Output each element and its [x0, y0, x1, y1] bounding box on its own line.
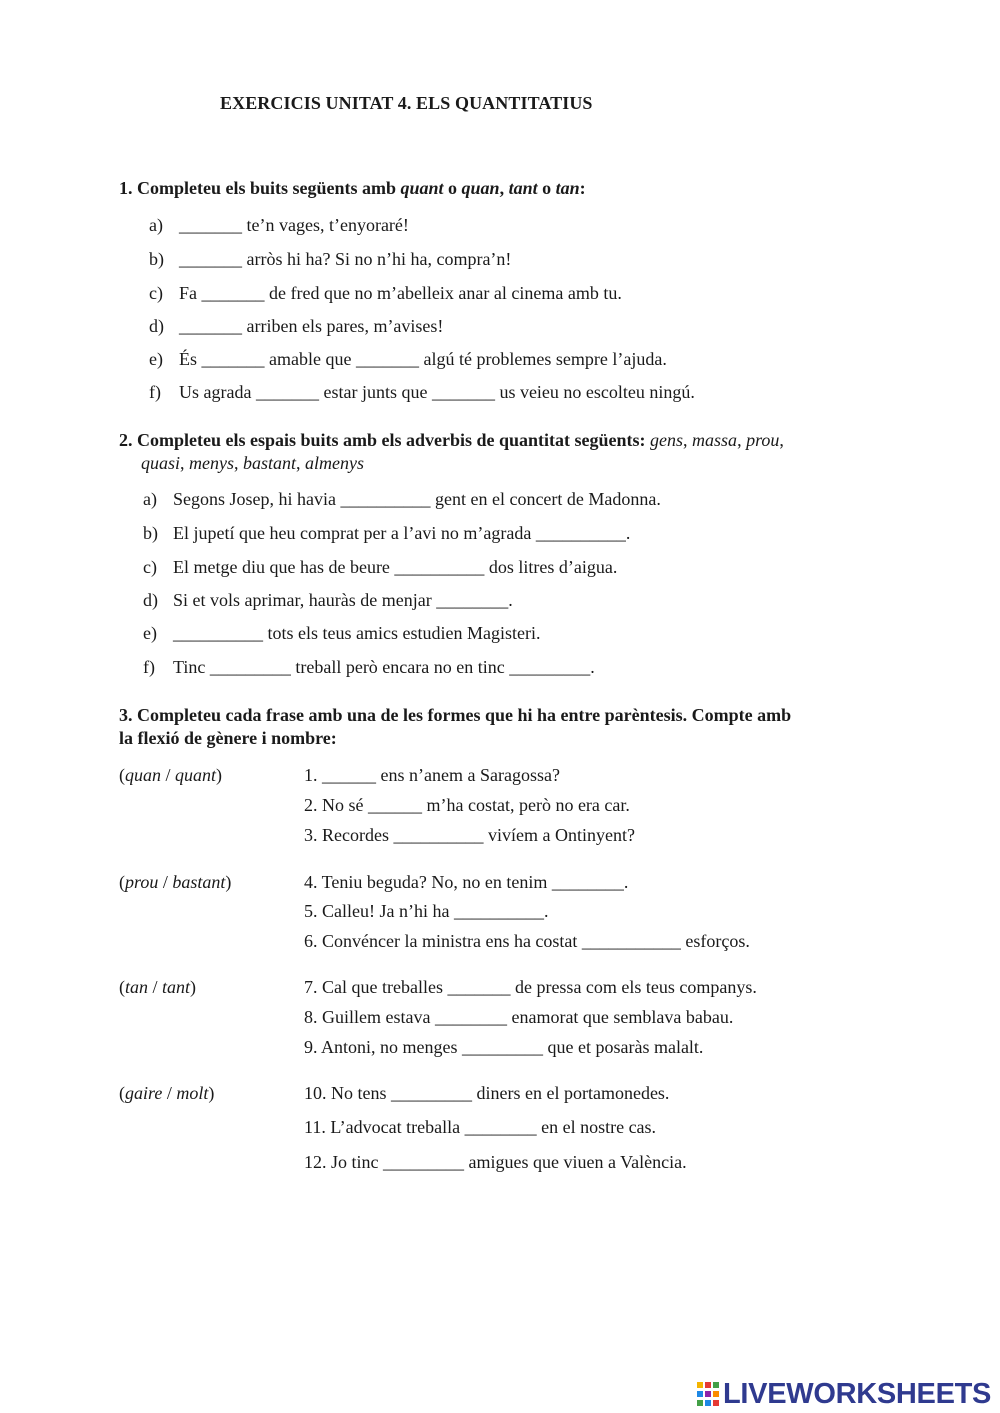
- liveworksheets-logo[interactable]: [697, 1378, 997, 1412]
- list-item[interactable]: 2. No sé ______ m’ha costat, però no era car.: [304, 795, 630, 815]
- page-title: EXERCICIS UNITAT 4. ELS QUANTITATIUS: [220, 93, 593, 113]
- exercise-3-heading: 3. Completeu cada frase amb una de les formes que hi ha entre parèntesis. Compte amb: [119, 705, 792, 725]
- list-item[interactable]: 8. Guillem estava ________ enamorat que semblava babau.: [304, 1007, 734, 1027]
- exercise-1-heading: 1. Completeu els buits següents amb quant o quan, tant o tan:: [119, 178, 586, 198]
- list-item[interactable]: 3. Recordes __________ vivíem a Ontinyent?: [304, 825, 635, 845]
- exercise-2-heading-words: quasi, menys, bastant, almenys: [141, 453, 364, 473]
- word-pair-label: (gaire / molt): [119, 1083, 215, 1103]
- list-item[interactable]: 9. Antoni, no menges _________ que et posaràs malalt.: [304, 1037, 704, 1057]
- logo-text: LIVEWORKSHEETS: [723, 1378, 992, 1410]
- exercise-3-heading-line2: la flexió de gènere i nombre:: [119, 728, 337, 748]
- list-item[interactable]: 7. Cal que treballes _______ de pressa com els teus companys.: [304, 977, 757, 997]
- list-item[interactable]: 1. ______ ens n’anem a Saragossa?: [304, 765, 560, 785]
- worksheet-page: EXERCICIS UNITAT 4. ELS QUANTITATIUS 1. Completeu els buits següents amb quant o quan, tant o tan: a) _______ te’n vages, t’enyoraré! b) _______ arròs hi ha? Si no n’hi ha, compra’n! c) Fa _______ de fred que no m’abelleix anar al cinema amb tu. d) _______ arriben els pares, m’avises! e) És _______ amable que _______ algú té problemes sempre l’ajuda. f) Us agrada _______ estar junts que _______ us veieu no escolteu ningú. 2. Completeu els espais buits amb els adverbis de quantitat següents: gens, massa, prou, quasi, menys, bastant, almenys a) Segons Josep, hi havia __________ gent en el concert de Madonna. b) El jupetí que heu comprat per a l’avi no m’agrada __________. c) El metge diu que has de beure __________ dos litres d’aigua. d) Si et vols aprimar, hauràs de menjar ________. e) __________ tots els teus amics estudien Magisteri. f) Tinc _________ treball però encara no en tinc _________. 3. Completeu cada frase amb una de les formes que hi ha entre parèntesis. Compte amb la flexió de gènere i nombre: (quan / quant) 1. ______ ens n’anem a Saragossa? 2. No sé ______ m’ha costat, però no era car. 3. Recordes __________ vivíem a Ontinyent? (prou / bastant) 4. Teniu beguda? No, no en tenim ________. 5. Calleu! Ja n’hi ha __________. 6. Convéncer la ministra ens ha costat ___________ esforços. (tan / tant) 7. Cal que treballes _______ de pressa com els teus companys. 8. Guillem estava ________ enamorat que semblava babau. 9. Antoni, no menges _________ que et posaràs malalt. (gaire / molt) 10. No tens _________ diners en el portamonedes. 11. L’advocat treballa ________ en el nostre cas. 12. Jo tinc _________ amigues que viuen a València. LIVEWORKSHEETS: [0, 0, 1000, 1413]
- list-item[interactable]: 6. Convéncer la ministra ens ha costat ___________ esforços.: [304, 931, 750, 951]
- word-pair-label: (tan / tant): [119, 977, 197, 997]
- list-item[interactable]: 11. L’advocat treballa ________ en el nostre cas.: [304, 1117, 657, 1137]
- word-pair-label: (prou / bastant): [119, 872, 232, 892]
- list-item[interactable]: 10. No tens _________ diners en el portamonedes.: [304, 1083, 670, 1103]
- exercise-2-heading: 2. Completeu els espais buits amb els adverbis de quantitat següents: gens, massa, prou,: [119, 430, 784, 450]
- liveworksheets-icon: [697, 1382, 719, 1408]
- word-pair-label: (quan / quant): [119, 765, 223, 785]
- list-item[interactable]: 12. Jo tinc _________ amigues que viuen a València.: [304, 1152, 687, 1172]
- list-item[interactable]: 5. Calleu! Ja n’hi ha __________.: [304, 901, 549, 921]
- list-item[interactable]: 4. Teniu beguda? No, no en tenim ________.: [304, 872, 629, 892]
